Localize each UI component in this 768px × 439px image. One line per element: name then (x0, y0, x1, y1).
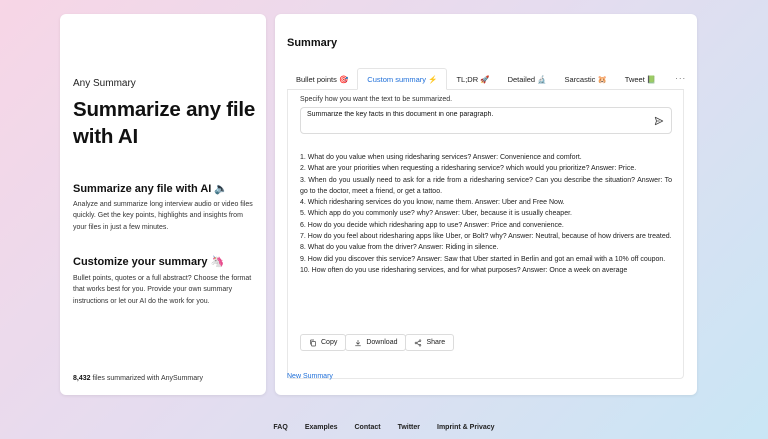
prompt-box (300, 107, 672, 134)
prompt-input[interactable] (307, 111, 647, 118)
footer-link-twitter[interactable]: Twitter (397, 424, 420, 431)
summary-title: Summary (287, 37, 338, 49)
footer-link-faq[interactable]: FAQ (273, 424, 288, 431)
share-icon (414, 339, 422, 347)
summary-line: 10. How often do you use ridesharing services, and for what purposes? Answer: Once a week on average (300, 266, 628, 274)
tab-bullet-points[interactable]: Bullet points 🎯 (296, 74, 349, 84)
tab-custom-summary[interactable]: Custom summary ⚡ (357, 68, 447, 90)
summary-line: 2. What are your priorities when requesting a ridesharing service? which would you prioritize? Answer: Price. (300, 165, 637, 173)
summary-line: 9. How did you discover this service? Answer: Saw that Uber started in Berlin and got an email with a 10% off coupon. (300, 255, 666, 263)
summary-line: 7. How do you feel about ridesharing apps like Uber, or Bolt? why? Answer: Neutral, because of how drivers are treated. (300, 233, 672, 241)
footer-nav (0, 424, 768, 431)
download-button[interactable] (345, 334, 406, 351)
download-label: Download (366, 339, 398, 346)
summary-line: 6. How do you decide which ridesharing app to use? Answer: Price and convenience. (300, 221, 564, 229)
section-title-customize: Customize your summary 🦄 (73, 256, 225, 268)
brand-name: Any Summary (73, 78, 136, 89)
count-suffix: files summarized with AnySummary (90, 375, 203, 382)
summary-line: 1. What do you value when using ridesharing services? Answer: Convenience and comfort. (300, 154, 582, 161)
footer-link-contact[interactable]: Contact (354, 424, 381, 431)
files-summarized-count (73, 375, 203, 382)
summary-line: 4. Which ridesharing services do you know, name them. Answer: Uber and Free Now. (300, 199, 565, 207)
section-title-summarize: Summarize any file with AI 🔈 (73, 183, 229, 195)
share-button[interactable] (405, 334, 454, 351)
tab-tweet[interactable]: Tweet 📗 (624, 74, 657, 84)
section-text-summarize: Analyze and summarize long interview audio or video files quickly. Get the key points, highlights and insights from your files in just a few minutes. (73, 201, 253, 231)
copy-button[interactable] (300, 334, 346, 351)
summary-line: 3. When do you usually need to ask for a ride from a ridesharing service? Can you describe the situation? Answer: To go to the doctor, meet a friend, or get a tattoo. (300, 176, 672, 195)
copy-icon (309, 339, 317, 347)
tab-sarcastic[interactable]: Sarcastic 🐹 (564, 74, 607, 84)
copy-label: Copy (321, 339, 338, 346)
intro-card (60, 14, 266, 395)
summary-line: 8. What do you value from the driver? Answer: Riding in silence. (300, 244, 499, 252)
more-tabs-button[interactable]: ··· (675, 74, 687, 83)
tab-tldr[interactable]: TL;DR 🚀 (456, 74, 490, 84)
count-value: 8,432 (73, 375, 91, 382)
prompt-label: Specify how you want the text to be summarized. (300, 96, 453, 103)
summary-output (300, 152, 672, 276)
footer-link-imprint[interactable]: Imprint & Privacy (437, 424, 495, 431)
new-summary-link[interactable]: New Summary (287, 373, 333, 380)
footer-link-examples[interactable]: Examples (304, 424, 338, 431)
share-label: Share (426, 339, 446, 346)
send-icon[interactable] (654, 116, 664, 126)
summary-tabs (287, 68, 687, 90)
section-text-customize: Bullet points, quotes or a full abstract? Choose the format that works best for you. Provide your own summary instructions or let our AI do the work for you. (73, 275, 252, 305)
summary-card (275, 14, 697, 395)
summary-line: 5. Which app do you commonly use? why? Answer: Uber, because it is usually cheaper. (300, 210, 572, 218)
hero-heading: Summarize any file with AI (73, 98, 256, 148)
tab-detailed[interactable]: Detailed 🔬 (507, 74, 547, 84)
summary-actions (300, 334, 453, 351)
download-icon (354, 339, 362, 347)
